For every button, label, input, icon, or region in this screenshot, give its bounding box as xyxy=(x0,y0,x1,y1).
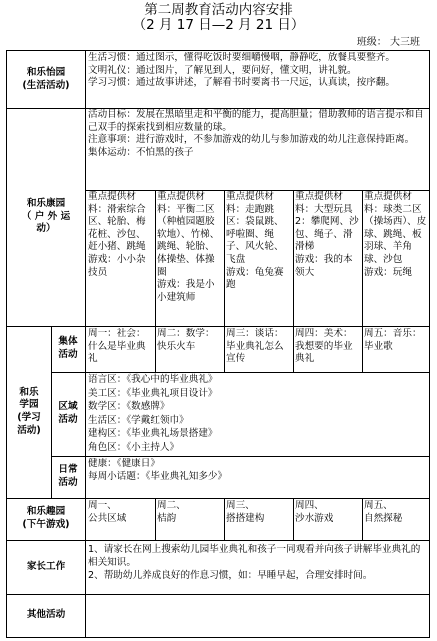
collective-wed: 周三：谈话：毕业典礼怎么宣传 xyxy=(226,328,284,365)
col-divider xyxy=(362,326,363,372)
life-line: 生活习惯：通过图示，懂得吃饭时要细嚼慢咽，静静吃，放餐具要整齐。 xyxy=(88,52,395,63)
outdoor-materials: 重点提供材料：平衡二区（种植园题胶软地）、竹梯、跳绳、轮胎、体操垫、体操圈 xyxy=(157,191,220,278)
outdoor-day-fri xyxy=(364,191,428,326)
outdoor-day-tue xyxy=(157,191,223,326)
outdoor-game: 游戏：小小杂技员 xyxy=(88,253,146,278)
fun-activity: 沙水游戏 xyxy=(295,512,334,524)
outdoor-materials: 重点提供材料：走跑跳区：袋鼠跳、呼啦圈、绳子、风火轮、飞盘 xyxy=(226,191,284,265)
outdoor-day-mon xyxy=(88,191,154,326)
fun-day: 周四、 xyxy=(295,500,324,511)
collective-label-line2: 活动 xyxy=(58,349,78,360)
fun-day: 周三、 xyxy=(226,500,255,511)
parents-label: 家长工作 xyxy=(26,560,66,572)
col-divider xyxy=(293,498,294,540)
life-line: 学习习惯：通过故事讲述，了解看书时要离书一尺远，认真读，按序翻。 xyxy=(88,77,395,89)
daily-line: 健康：《健康日》 xyxy=(88,458,160,469)
fun-mon xyxy=(88,500,154,540)
col-divider xyxy=(155,326,156,372)
fun-fri xyxy=(364,500,428,540)
outdoor-label-line1: 和乐康园 xyxy=(26,198,66,210)
life-content xyxy=(88,52,426,108)
outdoor-label-line2: （ 户 外 运 xyxy=(21,210,71,222)
daily-line: 每周小话题：《毕业典礼知多少》 xyxy=(88,470,228,482)
fun-label-line1: 和乐趣园 xyxy=(26,506,66,518)
col-divider xyxy=(85,326,86,594)
outdoor-materials: 重点提供材料：球类二区（操场西）、皮球、跳绳、板羽球、羊角球、沙包 xyxy=(364,191,427,265)
fun-wed xyxy=(226,500,292,540)
outdoor-label xyxy=(7,108,85,326)
collective-label-line1: 集体 xyxy=(58,336,78,348)
fun-activity: 自然探秘 xyxy=(364,512,403,524)
col-divider xyxy=(362,190,363,326)
area-content xyxy=(88,373,426,456)
col-divider xyxy=(224,498,225,540)
collective-mon: 周一：社会：什么是毕业典礼 xyxy=(88,328,146,365)
other-label: 其他活动 xyxy=(26,609,66,621)
outdoor-day-thu xyxy=(295,191,361,326)
parents-content xyxy=(88,543,426,594)
life-label-line1: 和乐怡园 xyxy=(26,66,66,78)
class-label: 班级： 大三班 xyxy=(356,37,420,48)
fun-activity: 搭搭建构 xyxy=(226,512,265,524)
area-line: 生活区：《学戴红领巾》 xyxy=(88,414,189,426)
page-title: 第二周教育活动内容安排 xyxy=(144,2,293,18)
fun-label-line2: (下午游戏) xyxy=(22,519,70,530)
outdoor-game: 游戏：我是小小建筑师 xyxy=(157,279,215,303)
area-label xyxy=(51,372,85,456)
study-label-line3: (学习 xyxy=(17,412,41,423)
life-label-line2: (生活活动) xyxy=(22,79,70,91)
study-label-line2: 学园 xyxy=(19,399,39,411)
outdoor-collective: 集体运动：不怕黑的孩子 xyxy=(88,146,194,158)
col-divider xyxy=(224,190,225,326)
collective-tue: 周二：数学：快乐火车 xyxy=(157,328,215,352)
col-divider xyxy=(155,190,156,326)
fun-activity: 公共区域 xyxy=(88,512,127,524)
area-line: 语言区：《我心中的毕业典礼》 xyxy=(88,374,218,385)
outdoor-general xyxy=(88,109,426,190)
outdoor-day-wed xyxy=(226,191,292,326)
col-divider xyxy=(85,594,86,637)
col-divider xyxy=(85,51,86,326)
col-divider xyxy=(362,498,363,540)
outdoor-label-line3: 动） xyxy=(36,223,56,235)
date-range: （2 月 17 日—2 月 21 日） xyxy=(132,17,305,33)
outdoor-materials: 重点提供材料：滑索综合区、轮胎、梅花桩、沙包、赶小猪、跳绳 xyxy=(88,191,146,253)
fun-tue xyxy=(157,500,223,540)
fun-thu xyxy=(295,500,361,540)
schedule-table xyxy=(6,50,430,638)
parents-line: 2、帮助幼儿养成良好的作息习惯，如：早睡早起，合理安排时间。 xyxy=(88,570,373,581)
outdoor-goal: 活动目标：发展在黑暗里走和平衡的能力，提高胆量；借助教师的语言提示和自己双手的探索找到相应数量的球。 xyxy=(88,109,424,133)
outdoor-game: 游戏：玩绳 xyxy=(364,266,412,278)
fun-label xyxy=(7,498,85,540)
study-label-line4: 活动) xyxy=(17,424,41,436)
life-line: 文明礼仪：通过图片，了解见到人，要问好，懂文明，讲礼貌。 xyxy=(88,64,357,76)
fun-day: 周一、 xyxy=(88,500,117,511)
outdoor-game: 游戏：龟兔赛跑 xyxy=(226,266,284,291)
col-divider xyxy=(224,326,225,372)
daily-content xyxy=(88,458,426,498)
area-line: 建构区：《毕业典礼场景搭建》 xyxy=(88,428,218,440)
col-divider xyxy=(293,326,294,372)
daily-label-line1: 日常 xyxy=(58,464,78,476)
area-label-line1: 区域 xyxy=(58,401,78,413)
collective-fri: 周五：音乐：毕业歌 xyxy=(364,328,422,352)
other-content xyxy=(88,596,426,636)
study-label-line1: 和乐 xyxy=(19,386,39,398)
collective-thu: 周四：美术：我想要的毕业典礼 xyxy=(295,328,353,365)
fun-day: 周五、 xyxy=(364,500,393,511)
col-divider xyxy=(293,190,294,326)
area-label-line2: 活动 xyxy=(58,414,78,425)
collective-label xyxy=(51,326,85,372)
col-divider xyxy=(155,498,156,540)
fun-activity: 桔韵 xyxy=(157,512,177,524)
area-line: 角色区：《小主持人》 xyxy=(88,441,180,453)
area-line: 美工区：《毕业典礼项目设计》 xyxy=(88,387,218,399)
row-divider xyxy=(51,456,429,457)
life-label xyxy=(7,51,85,108)
fun-day: 周二、 xyxy=(157,500,186,511)
daily-label xyxy=(51,456,85,498)
parents-line: 1、请家长在网上搜索幼儿园毕业典礼和孩子一同观看并向孩子讲解毕业典礼的相关知识。 xyxy=(88,544,421,568)
daily-label-line2: 活动 xyxy=(58,477,78,488)
outdoor-game: 游戏：我的本领大 xyxy=(295,253,353,278)
outdoor-materials: 重点提供材料：大型玩具 2：攀爬网、沙包、绳子、滑滑梯 xyxy=(295,191,359,253)
outdoor-notice: 注意事项：进行游戏时，不参加游戏的幼儿与参加游戏的幼儿注意保持距离。 xyxy=(88,134,415,146)
area-line: 数学区：《数感牌》 xyxy=(88,401,170,413)
study-label xyxy=(7,326,51,498)
